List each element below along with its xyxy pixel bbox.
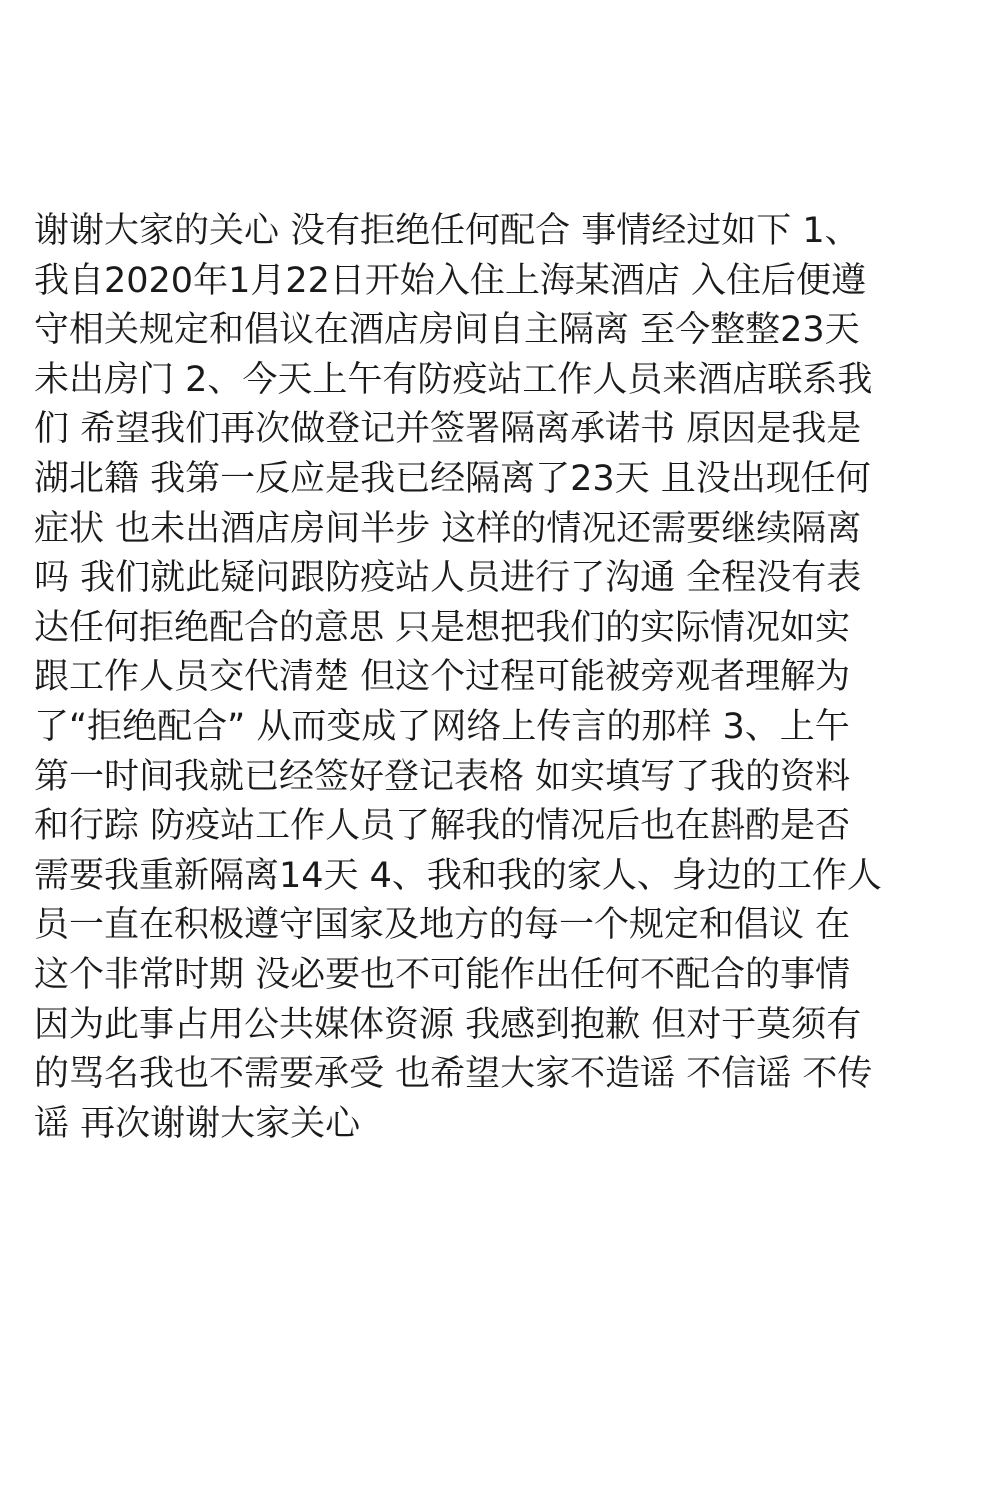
statement-line-13: 和行踪 防疫站工作人员了解我的情况后也在斟酌是否 [34,806,851,847]
statement-line-15: 员一直在积极遵守国家及地方的每一个规定和倡议 在 [34,905,851,946]
statement-line-3: 守相关规定和倡议在酒店房间自主隔离 至今整整23天 [34,310,860,351]
statement-line-16: 这个非常时期 没必要也不可能作出任何不配合的事情 [34,954,851,995]
statement-line-7: 症状 也未出酒店房间半步 这样的情况还需要继续隔离 [34,508,862,549]
statement-line-6: 湖北籍 我第一反应是我已经隔离了23天 且没出现任何 [34,458,871,499]
statement-line-12: 第一时间我就已经签好登记表格 如实填写了我的资料 [34,756,851,797]
statement-line-9: 达任何拒绝配合的意思 只是想把我们的实际情况如实 [34,607,851,648]
statement-line-17: 因为此事占用公共媒体资源 我感到抱歉 但对于莫须有 [34,1004,862,1045]
statement-line-11: 了“拒绝配合” 从而变成了网络上传言的那样 3、上午 [34,706,850,747]
statement-line-1: 谢谢大家的关心 没有拒绝任何配合 事情经过如下 1、 [34,211,860,251]
statement-line-18: 的骂名我也不需要承受 也希望大家不造谣 不信谣 不传 [34,1054,873,1095]
statement-line-5: 们 希望我们再次做登记并签署隔离承诺书 原因是我是 [34,409,862,450]
statement-line-8: 吗 我们就此疑问跟防疫站人员进行了沟通 全程没有表 [34,558,862,599]
statement-line-19: 谣 再次谢谢大家关心 [34,1103,361,1144]
statement-text [34,207,974,1149]
statement-line-10: 跟工作人员交代清楚 但这个过程可能被旁观者理解为 [34,657,851,698]
statement-line-2: 我自2020年1月22日开始入住上海某酒店 入住后便遵 [34,260,867,301]
statement-line-4: 未出房门 2、今天上午有防疫站工作人员来酒店联系我 [34,359,873,400]
statement-line-14: 需要我重新隔离14天 4、我和我的家人、身边的工作人 [34,855,882,896]
